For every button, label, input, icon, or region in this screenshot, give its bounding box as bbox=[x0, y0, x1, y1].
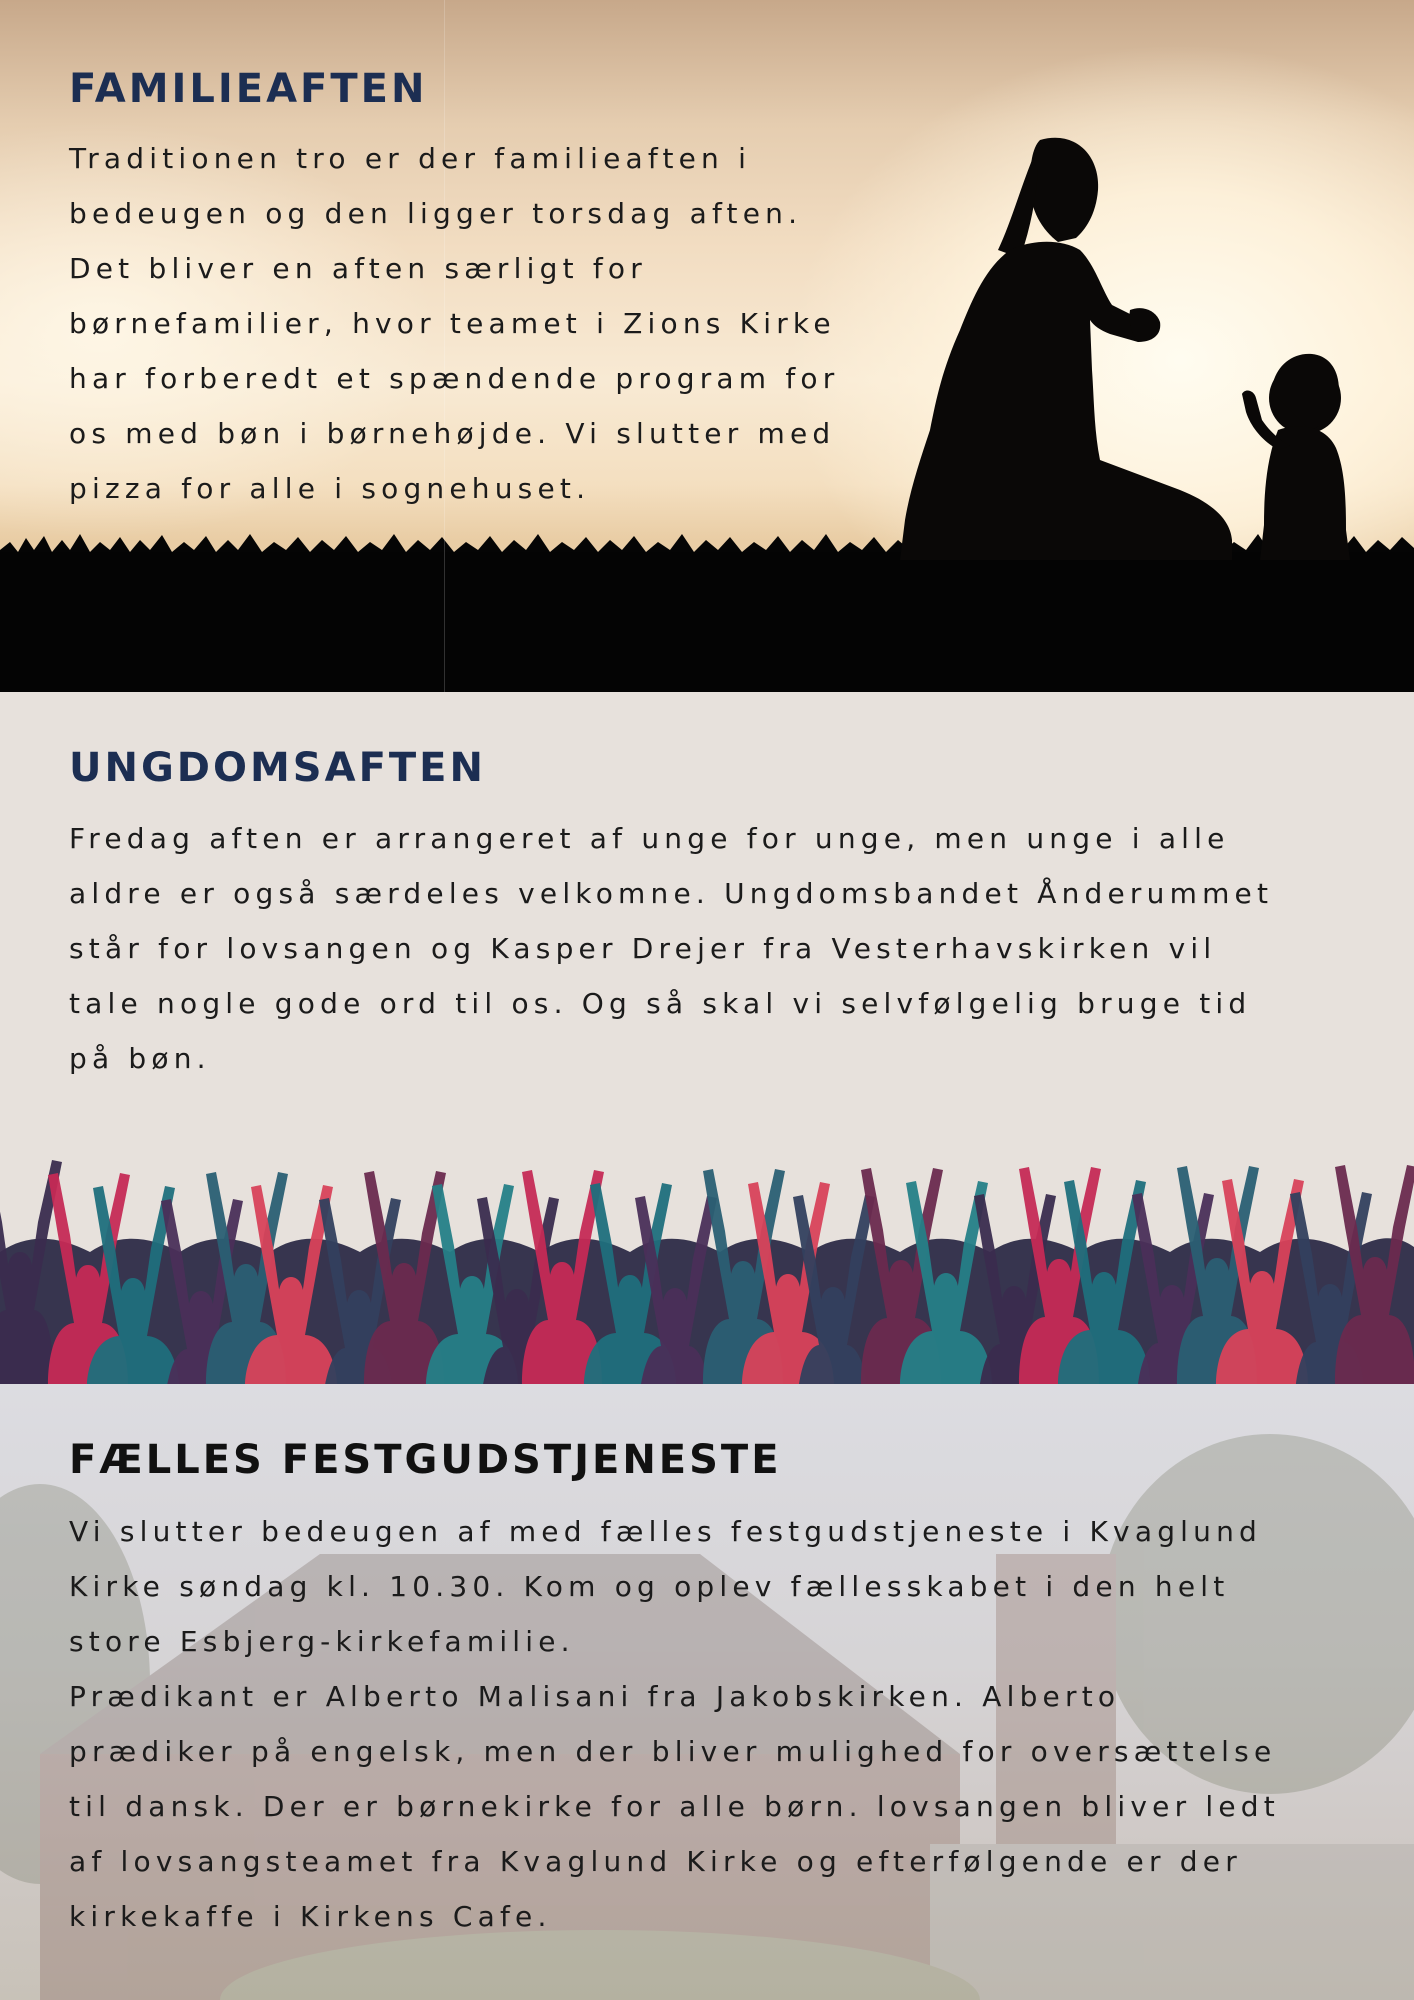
text-line: Prædikant er Alberto Malisani fra Jakobskirken. Alberto bbox=[69, 1680, 1121, 1713]
text-line: Det bliver en aften særligt for bbox=[69, 252, 647, 285]
text-line: pizza for alle i sognehuset. bbox=[69, 472, 591, 505]
familieaften-text bbox=[69, 131, 839, 516]
text-line: børnefamilier, hvor teamet i Zions Kirke bbox=[69, 307, 836, 340]
text-line: store Esbjerg-kirkefamilie. bbox=[69, 1625, 575, 1658]
text-line: står for lovsangen og Kasper Drejer fra Vesterhavskirken vil bbox=[69, 932, 1217, 965]
text-line: til dansk. Der er børnekirke for alle børn. lovsangen bliver ledt bbox=[69, 1790, 1280, 1823]
festgudstjeneste-section bbox=[0, 1384, 1414, 2000]
ungdomsaften-section bbox=[0, 692, 1414, 1384]
text-line: på bøn. bbox=[69, 1042, 211, 1075]
festgudstjeneste-text bbox=[69, 1504, 1280, 1944]
praying-silhouette-illustration bbox=[880, 130, 1400, 560]
ungdomsaften-text bbox=[69, 811, 1273, 1086]
familieaften-section bbox=[0, 0, 1414, 692]
text-line: Kirke søndag kl. 10.30. Kom og oplev fællesskabet i den helt bbox=[69, 1570, 1230, 1603]
festgudstjeneste-heading: FÆLLES FESTGUDSTJENESTE bbox=[69, 1437, 782, 1483]
dark-ground bbox=[0, 552, 1414, 692]
familieaften-heading: FAMILIEAFTEN bbox=[69, 66, 428, 112]
text-line: har forberedt et spændende program for bbox=[69, 362, 840, 395]
text-line: kirkekaffe i Kirkens Cafe. bbox=[69, 1900, 552, 1933]
text-line: aldre er også særdeles velkomne. Ungdomsbandet Ånderummet bbox=[69, 877, 1274, 910]
text-line: bedeugen og den ligger torsdag aften. bbox=[69, 197, 803, 230]
text-line: Vi slutter bedeugen af med fælles festgudstjeneste i Kvaglund bbox=[69, 1515, 1263, 1548]
text-line: prædiker på engelsk, men der bliver mulighed for oversættelse bbox=[69, 1735, 1277, 1768]
text-line: Fredag aften er arrangeret af unge for unge, men unge i alle bbox=[69, 822, 1230, 855]
ungdomsaften-heading: UNGDOMSAFTEN bbox=[69, 745, 486, 791]
text-line: os med bøn i børnehøjde. Vi slutter med bbox=[69, 417, 836, 450]
text-line: af lovsangsteamet fra Kvaglund Kirke og efterfølgende er der bbox=[69, 1845, 1242, 1878]
text-line: tale nogle gode ord til os. Og så skal vi selvfølgelig bruge tid bbox=[69, 987, 1252, 1020]
text-line: Traditionen tro er der familieaften i bbox=[69, 142, 752, 175]
